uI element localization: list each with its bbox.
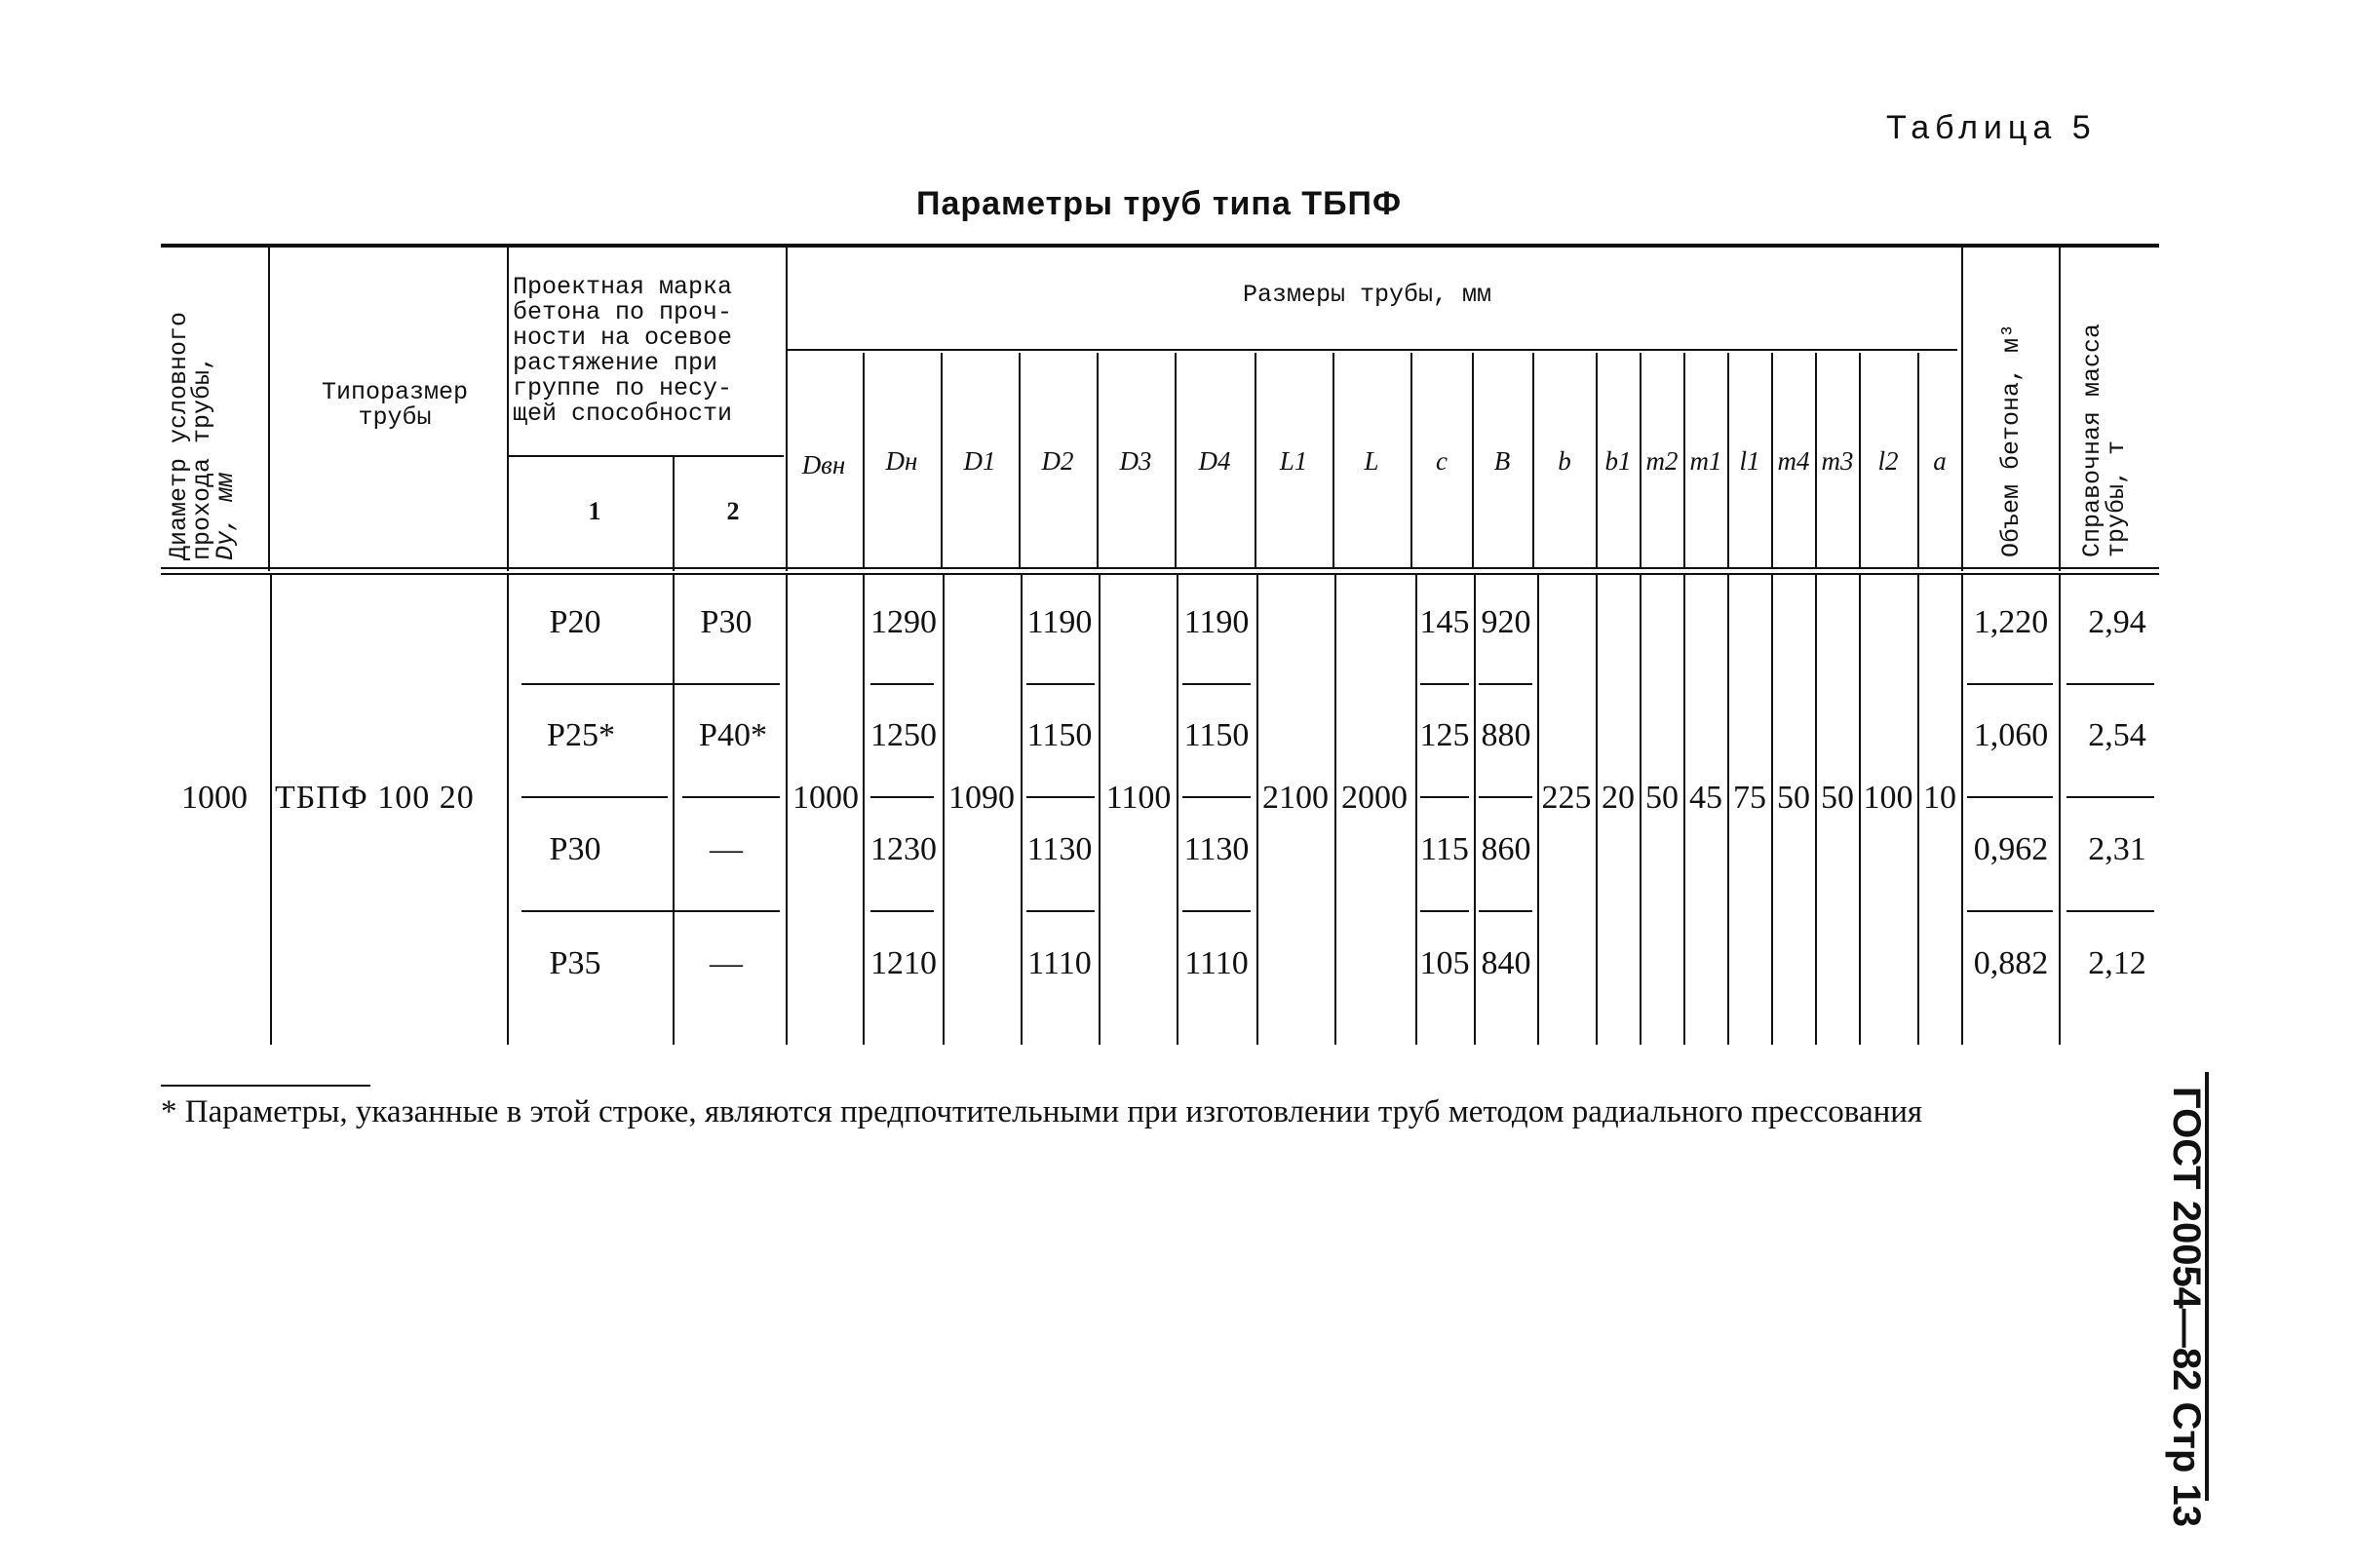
col-divider (1683, 575, 1685, 1045)
col-divider (1727, 575, 1729, 1045)
col-divider (673, 575, 675, 1045)
col-divider (1537, 575, 1539, 1045)
col-divider (1640, 575, 1641, 1045)
parameters-table: Диаметр условного прохода трубы, Dу, мм Типоразмер трубы Проектная марка бетона по проч- ности на осевое растяжение при группе по несу- щей способности 1 2 Размеры трубы, мм Dвн Dн D1 D2 D3 D4 L1 L c B b b1 m2 m1 l1 m4 m3 l2 a Объем бетона, м³ Справочная масса трубы, т 1000 ТБПФ 100 20 1000 1090 1100 2100 2000 225 20 50 45 75 50 50 100 10 Р20 Р30 1290 1190 1190 145 920 1,220 2,94 Р25* Р40* 1250 1150 1150 125 880 1,060 2,54 Р30 — 1230 1130 1130 115 860 0,962 2,31 Р35 — 1210 1110 1110 105 840 0,882 2,12 (0, 0, 2356, 1568)
col-divider (270, 575, 272, 1045)
col-divider (863, 353, 865, 569)
col-divider (507, 246, 509, 571)
row-separator (870, 910, 934, 912)
col-divider (1859, 353, 1861, 569)
col-divider (1596, 353, 1598, 569)
col-divider (1961, 246, 1963, 571)
dims-header-rule (788, 349, 1957, 351)
row-separator (1026, 796, 1095, 798)
row-separator (1420, 796, 1469, 798)
row-separator (682, 796, 780, 798)
col-divider (1532, 353, 1534, 569)
header-line: Диаметр условного (165, 311, 193, 560)
col-divider (1334, 575, 1336, 1045)
col-divider (1961, 575, 1963, 1045)
type-header: Типоразмер трубы (321, 378, 469, 432)
col-divider (1099, 575, 1101, 1045)
col-divider (673, 456, 675, 571)
row-separator (521, 683, 780, 685)
col-divider (941, 353, 943, 569)
col-divider (1596, 575, 1598, 1045)
row-separator (1479, 910, 1532, 912)
col-divider (1415, 575, 1417, 1045)
row-separator (1182, 683, 1251, 685)
row-separator (1026, 683, 1095, 685)
col-divider (1815, 353, 1817, 569)
col-divider (1683, 353, 1685, 569)
col-divider (1640, 353, 1641, 569)
row-separator (2066, 796, 2154, 798)
row-separator (1026, 910, 1095, 912)
row-separator (1967, 796, 2053, 798)
row-separator (1420, 910, 1469, 912)
col-divider (268, 246, 270, 571)
header-line: бетона по проч- (513, 298, 733, 326)
col-divider (863, 575, 865, 1045)
row-separator (2066, 683, 2154, 685)
header-line: ности на осевое (513, 324, 733, 352)
header-line: растяжение при (513, 349, 718, 377)
row-separator (1182, 910, 1251, 912)
row-separator (2066, 910, 2154, 912)
col-divider (1472, 353, 1474, 569)
col-divider (786, 246, 788, 571)
col-divider (1771, 575, 1773, 1045)
col-divider (1917, 353, 1919, 569)
row-separator (1479, 796, 1532, 798)
col-divider (1474, 575, 1476, 1045)
table-title: Параметры труб типа ТБПФ (916, 185, 1402, 222)
col-divider (2059, 246, 2061, 571)
row-separator (521, 910, 780, 912)
volume-header: Объем бетона, м³ (1997, 323, 2026, 557)
col-divider (1097, 353, 1099, 569)
col-divider (1859, 575, 1861, 1045)
col-divider (1771, 353, 1773, 569)
col-divider (1019, 353, 1021, 569)
row-separator (1967, 910, 2053, 912)
row-separator (870, 796, 934, 798)
footnote-rule (161, 1085, 370, 1087)
col-divider (1332, 353, 1334, 569)
col-divider (1727, 353, 1729, 569)
header-line: щей способности (513, 400, 733, 428)
header-line: Dу, мм (212, 472, 240, 560)
col-divider (1410, 353, 1412, 569)
table-top-rule (161, 244, 2159, 248)
row-separator (1182, 796, 1251, 798)
col-divider (1177, 575, 1178, 1045)
row-separator (870, 683, 934, 685)
col-divider (1255, 353, 1256, 569)
table-tag: Таблица 5 (1886, 109, 2097, 146)
col-divider (1815, 575, 1817, 1045)
footnote: * Параметры, указанные в этой строке, являются предпочтительными при изготовлении труб методом радиального прессования (161, 1094, 1923, 1129)
side-label: ГОСТ 20054—82 Стр 13 (2165, 1087, 2208, 1528)
header-line: группе по несу- (513, 374, 733, 402)
cell-type: ТБПФ 100 20 (275, 780, 475, 816)
col-divider (1175, 353, 1177, 569)
col-divider (786, 575, 788, 1045)
col-divider (1917, 575, 1919, 1045)
grade-header-rule (509, 455, 784, 457)
col-divider (1256, 575, 1258, 1045)
col-divider (507, 575, 509, 1045)
dimensions-header: Размеры трубы, мм (1243, 281, 1492, 309)
header-line: Справочная масса (2078, 323, 2106, 557)
header-line: прохода трубы, (188, 355, 216, 560)
row-separator (1479, 683, 1532, 685)
header-line: трубы, т (2103, 440, 2131, 557)
col-divider (2059, 575, 2061, 1045)
row-separator (521, 796, 668, 798)
row-separator (1967, 683, 2053, 685)
col-divider (1021, 575, 1023, 1045)
header-line: Проектная марка (513, 273, 733, 301)
col-divider (943, 575, 945, 1045)
row-separator (1420, 683, 1469, 685)
